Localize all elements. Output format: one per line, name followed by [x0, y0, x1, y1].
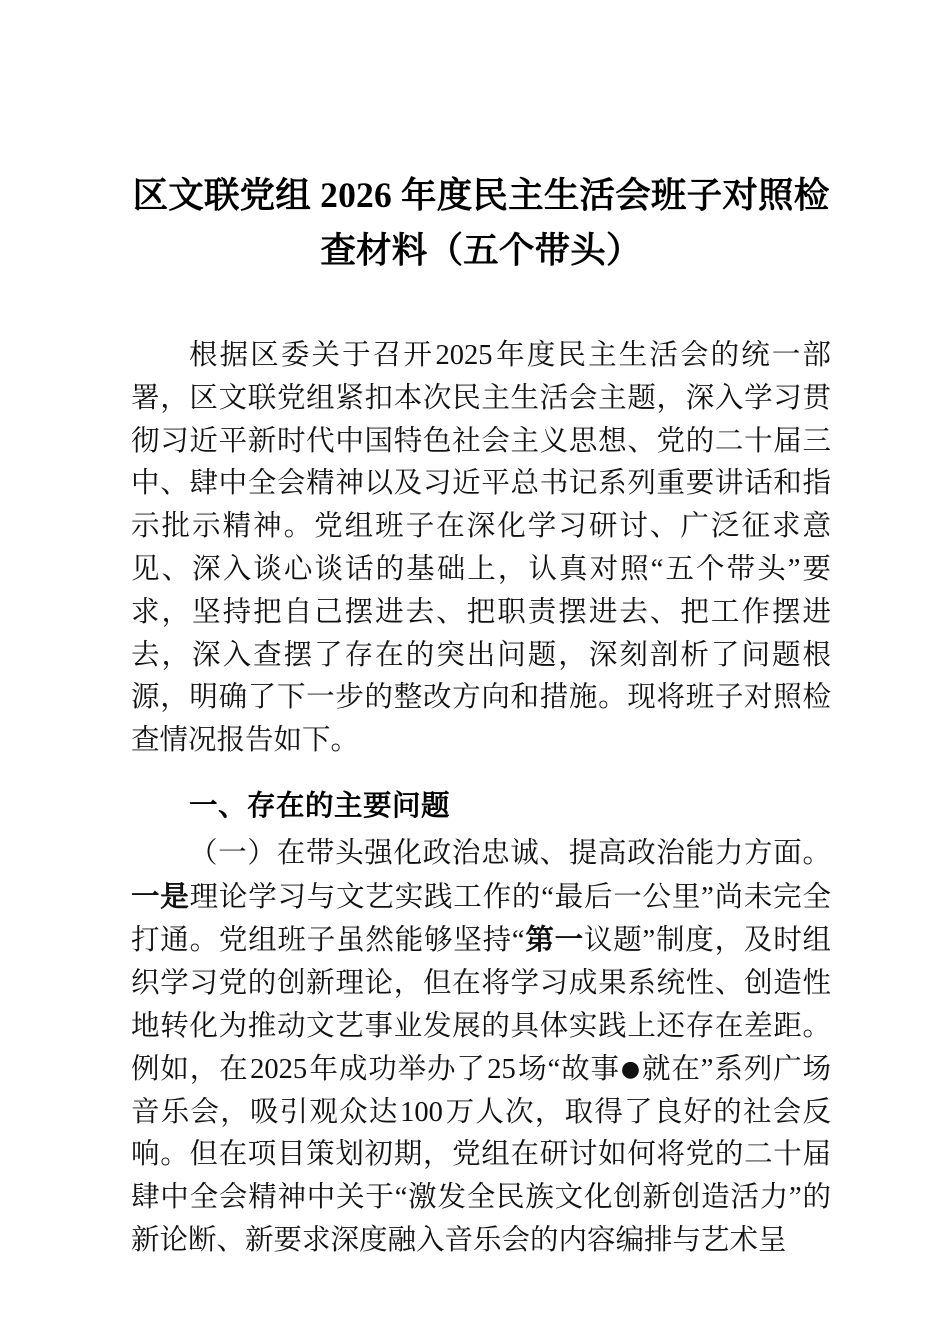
- intro-text-part-2: 年度民主生活会的统一部署，区文联党组紧扣本次民主生活会主题，深入学习贯彻习近平新时代中国特色社会主义思想、党的二十届三中、肆中全会精神以及习近平总书记系列重要讲话和指示批示精神。党组班子在深化学习研讨、广泛征求意见、深入谈心谈话的基础上，认真对照“五个带头”要求，坚持把自己摆进去、把职责摆进去、把工作摆进去，深入查摆了存在的突出问题，深刻剖析了问题根源，明确了下一步的整改方向和措施。现将班子对照检查情况报告如下。: [131, 340, 831, 757]
- subsection-one-text-4: 场“故事: [517, 1053, 620, 1085]
- intro-year: 2025: [435, 340, 493, 371]
- subsection-one-text-5: 就在”系列广场音乐会，吸引观众达: [131, 1053, 831, 1128]
- intro-paragraph: [131, 335, 831, 763]
- emphasis-diyi: 第一: [524, 924, 584, 957]
- intro-text-part-1: 根据区委关于召开: [189, 340, 435, 371]
- bullet-dot-icon: ●: [620, 1056, 641, 1082]
- document-title-line-1: 区文联党组 2026 年度民主生活会班子对照检: [132, 175, 830, 215]
- emphasis-yishi: 一是: [131, 880, 190, 913]
- document-content: [131, 0, 831, 1263]
- subsection-one-count-100: 100: [400, 1096, 443, 1128]
- subsection-one-year-2025: 2025: [250, 1053, 308, 1085]
- document-title: [131, 0, 831, 278]
- subsection-one-paragraph: [131, 833, 831, 1263]
- document-title-line-2: 查材料（五个带头）: [320, 230, 642, 270]
- subsection-one-label: （一）在带头强化政治忠诚、提高政治能力方面。: [189, 837, 831, 869]
- subsection-one-text-1: 理论学习与文艺实践工作的“最后一公里”尚未完全打通。党组班子虽然能够坚持“: [131, 881, 831, 957]
- section-heading-one: 一、存在的主要问题: [189, 789, 451, 822]
- subsection-one-text-3: 年成功举办了: [308, 1053, 486, 1085]
- subsection-one-text-6: 万人次，取得了良好的社会反响。但在项目策划初期，党组在研讨如何将党的二十届肆中全会精神中关于“激发全民族文化创新创造活力”的新论断、新要求深度融入音乐会的内容编排与艺术呈: [131, 1096, 831, 1256]
- subsection-one-text-2: 议题”制度，及时组织学习党的创新理论，但在将学习成果系统性、创造性地转化为推动文艺事业发展的具体实践上还存在差距。例如，在: [131, 925, 831, 1085]
- subsection-one-count-25: 25: [487, 1053, 516, 1085]
